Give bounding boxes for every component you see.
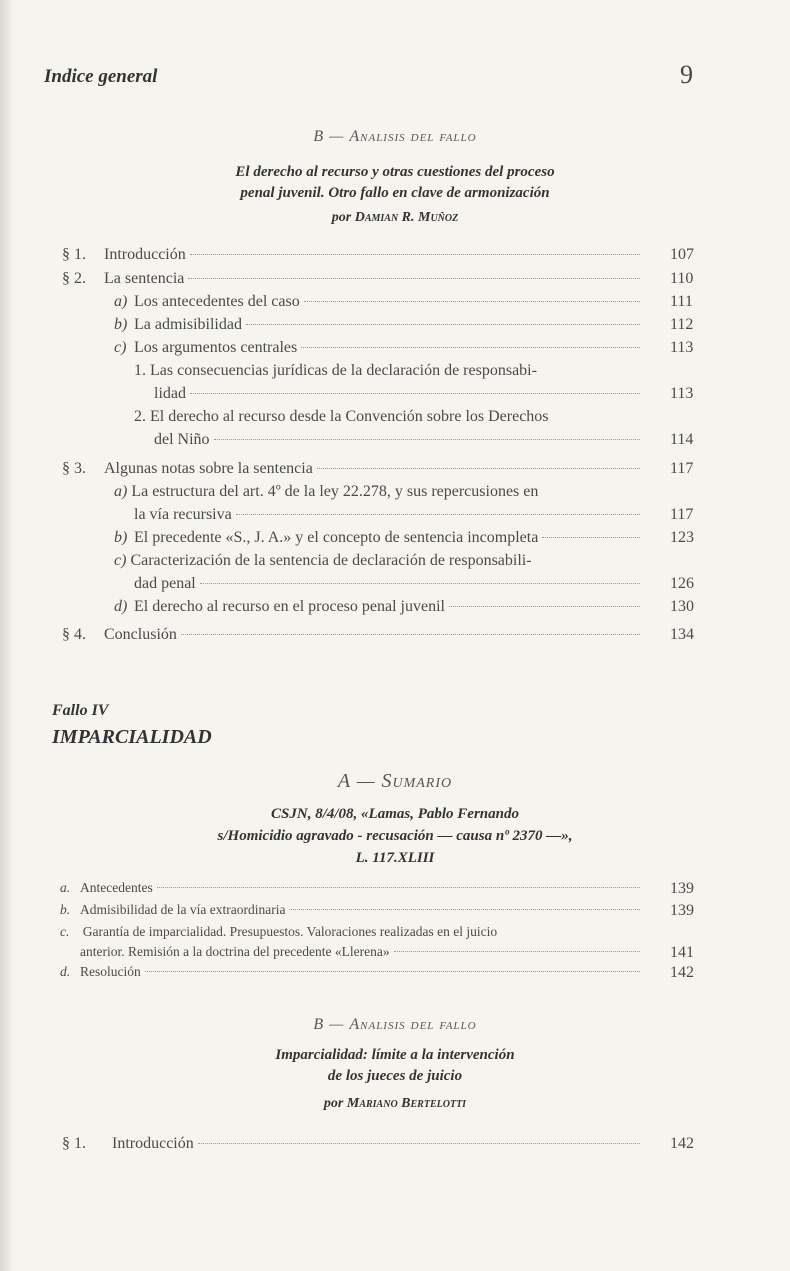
toc-mark: § 3.	[62, 460, 86, 477]
toc-text: la vía recursiva	[134, 506, 232, 523]
toc-mark: c.	[60, 924, 70, 939]
toc-text: Los argumentos centrales	[134, 339, 298, 356]
toc-text: Admisibilidad de la vía extraordinaria	[80, 902, 286, 917]
fallo-label: Fallo IV	[52, 702, 109, 719]
toc-text: El derecho al recurso desde la Convención sobre los Derechos	[150, 408, 549, 425]
author-prefix: por	[331, 210, 355, 225]
section-heading-text: Analisis del fallo	[349, 1016, 477, 1033]
article-title-line: CSJN, 8/4/08, «Lamas, Pablo Fernando	[271, 806, 519, 822]
toc-mark: c)	[114, 339, 127, 356]
toc-entry	[62, 460, 694, 478]
author-line	[0, 1096, 790, 1112]
toc-text: El derecho al recurso en el proceso penal juvenil	[134, 598, 445, 615]
toc-entry	[134, 506, 694, 524]
author-line	[0, 210, 790, 226]
toc-mark: d.	[60, 964, 71, 979]
toc-mark: d)	[114, 598, 128, 615]
toc-page: 134	[670, 626, 694, 643]
toc-entry	[114, 316, 694, 334]
author-name: Mariano Bertelotti	[346, 1096, 467, 1111]
toc-page: 130	[670, 598, 694, 615]
section-letter: A —	[337, 770, 382, 792]
toc-text: Introducción	[104, 246, 186, 263]
section-heading-text: Sumario	[381, 770, 453, 792]
toc-text: del Niño	[154, 431, 210, 448]
toc-mark: a)	[114, 483, 128, 500]
toc-page: 139	[670, 880, 694, 897]
article-title-line: El derecho al recurso y otras cuestiones del proceso	[235, 164, 555, 180]
article-title-line: de los jueces de juicio	[327, 1068, 463, 1084]
author-name: Damian R. Muñoz	[354, 210, 459, 225]
toc-entry	[62, 626, 694, 644]
toc-entry	[114, 598, 694, 616]
toc-text: Antecedentes	[80, 880, 153, 895]
section-heading	[0, 1016, 790, 1034]
section-heading-text: Analisis del fallo	[349, 128, 477, 145]
toc-entry-first-line	[134, 362, 537, 380]
toc-mark: b.	[60, 902, 71, 917]
toc-entry	[62, 270, 694, 288]
toc-text: dad penal	[134, 575, 196, 592]
toc-mark: a.	[60, 880, 71, 895]
page-number: 9	[680, 60, 693, 89]
toc-mark: b)	[114, 316, 128, 333]
toc-text: Caracterización de la sentencia de declaración de responsabili-	[130, 552, 532, 569]
toc-entry	[114, 293, 693, 311]
toc-entry	[154, 431, 694, 449]
toc-text: El precedente «S., J. A.» y el concepto de sentencia incompleta	[134, 529, 539, 546]
toc-text: Introducción	[112, 1135, 194, 1152]
toc-text: Algunas notas sobre la sentencia	[104, 460, 313, 477]
toc-mark: 2.	[134, 408, 146, 425]
toc-mark: c)	[114, 552, 127, 569]
toc-mark: § 1.	[62, 1135, 86, 1152]
toc-entry	[62, 246, 694, 264]
toc-text: La sentencia	[104, 270, 185, 287]
toc-text: lidad	[154, 385, 186, 402]
toc-entry	[154, 385, 694, 403]
toc-entry	[60, 880, 694, 897]
toc-text: Resolución	[80, 964, 141, 979]
article-title-line: Imparcialidad: límite a la intervención	[275, 1047, 515, 1063]
toc-entry-first-line	[60, 924, 497, 940]
toc-page: 111	[670, 293, 693, 310]
toc-page: 113	[670, 385, 694, 402]
article-title-line: s/Homicidio agravado - recusación — causa nº 2370 —»,	[217, 828, 573, 844]
toc-text: Los antecedentes del caso	[134, 293, 300, 310]
toc-text: Garantía de imparcialidad. Presupuestos. Valoraciones realizadas en el juicio	[82, 924, 498, 939]
fallo-title: IMPARCIALIDAD	[52, 726, 212, 748]
toc-entry	[114, 339, 694, 357]
author-prefix: por	[323, 1096, 347, 1111]
toc-page: 113	[670, 339, 694, 356]
toc-text: La estructura del art. 4º de la ley 22.278, y sus repercusiones en	[131, 483, 539, 500]
toc-mark: 1.	[134, 362, 146, 379]
article-title-line: penal juvenil. Otro fallo en clave de armonización	[240, 185, 550, 201]
section-letter: B —	[313, 1016, 350, 1033]
toc-mark: a)	[114, 293, 128, 310]
toc-page: 117	[670, 460, 694, 477]
toc-mark: § 2.	[62, 270, 86, 287]
toc-text: Las consecuencias jurídicas de la declaración de responsabi-	[150, 362, 537, 379]
section-heading	[0, 770, 790, 793]
section-heading	[0, 128, 790, 146]
toc-entry	[80, 944, 694, 961]
toc-mark: § 1.	[62, 246, 86, 263]
toc-page: 139	[670, 902, 694, 919]
toc-page: 110	[670, 270, 694, 287]
toc-entry	[62, 1135, 694, 1153]
article-title-line: L. 117.XLIII	[355, 850, 435, 866]
toc-text: anterior. Remisión a la doctrina del precedente «Llerena»	[80, 944, 390, 959]
section-letter: B —	[313, 128, 350, 145]
toc-page: 112	[670, 316, 694, 333]
toc-page: 107	[670, 246, 694, 263]
toc-mark: b)	[114, 529, 128, 546]
toc-page: 117	[670, 506, 694, 523]
toc-entry-first-line	[114, 552, 532, 570]
running-title: Indice general	[44, 66, 158, 87]
toc-entry-first-line	[114, 483, 538, 501]
toc-entry	[134, 575, 694, 593]
toc-entry-first-line	[134, 408, 549, 426]
toc-entry	[114, 529, 694, 547]
toc-text: Conclusión	[104, 626, 177, 643]
toc-entry	[60, 902, 694, 919]
toc-page: 141	[670, 944, 694, 961]
toc-page: 142	[670, 964, 694, 981]
toc-page: 123	[670, 529, 694, 546]
toc-entry	[60, 964, 694, 981]
toc-page: 126	[670, 575, 694, 592]
toc-page: 114	[670, 431, 694, 448]
toc-page: 142	[670, 1135, 694, 1152]
toc-mark: § 4.	[62, 626, 86, 643]
toc-text: La admisibilidad	[134, 316, 242, 333]
